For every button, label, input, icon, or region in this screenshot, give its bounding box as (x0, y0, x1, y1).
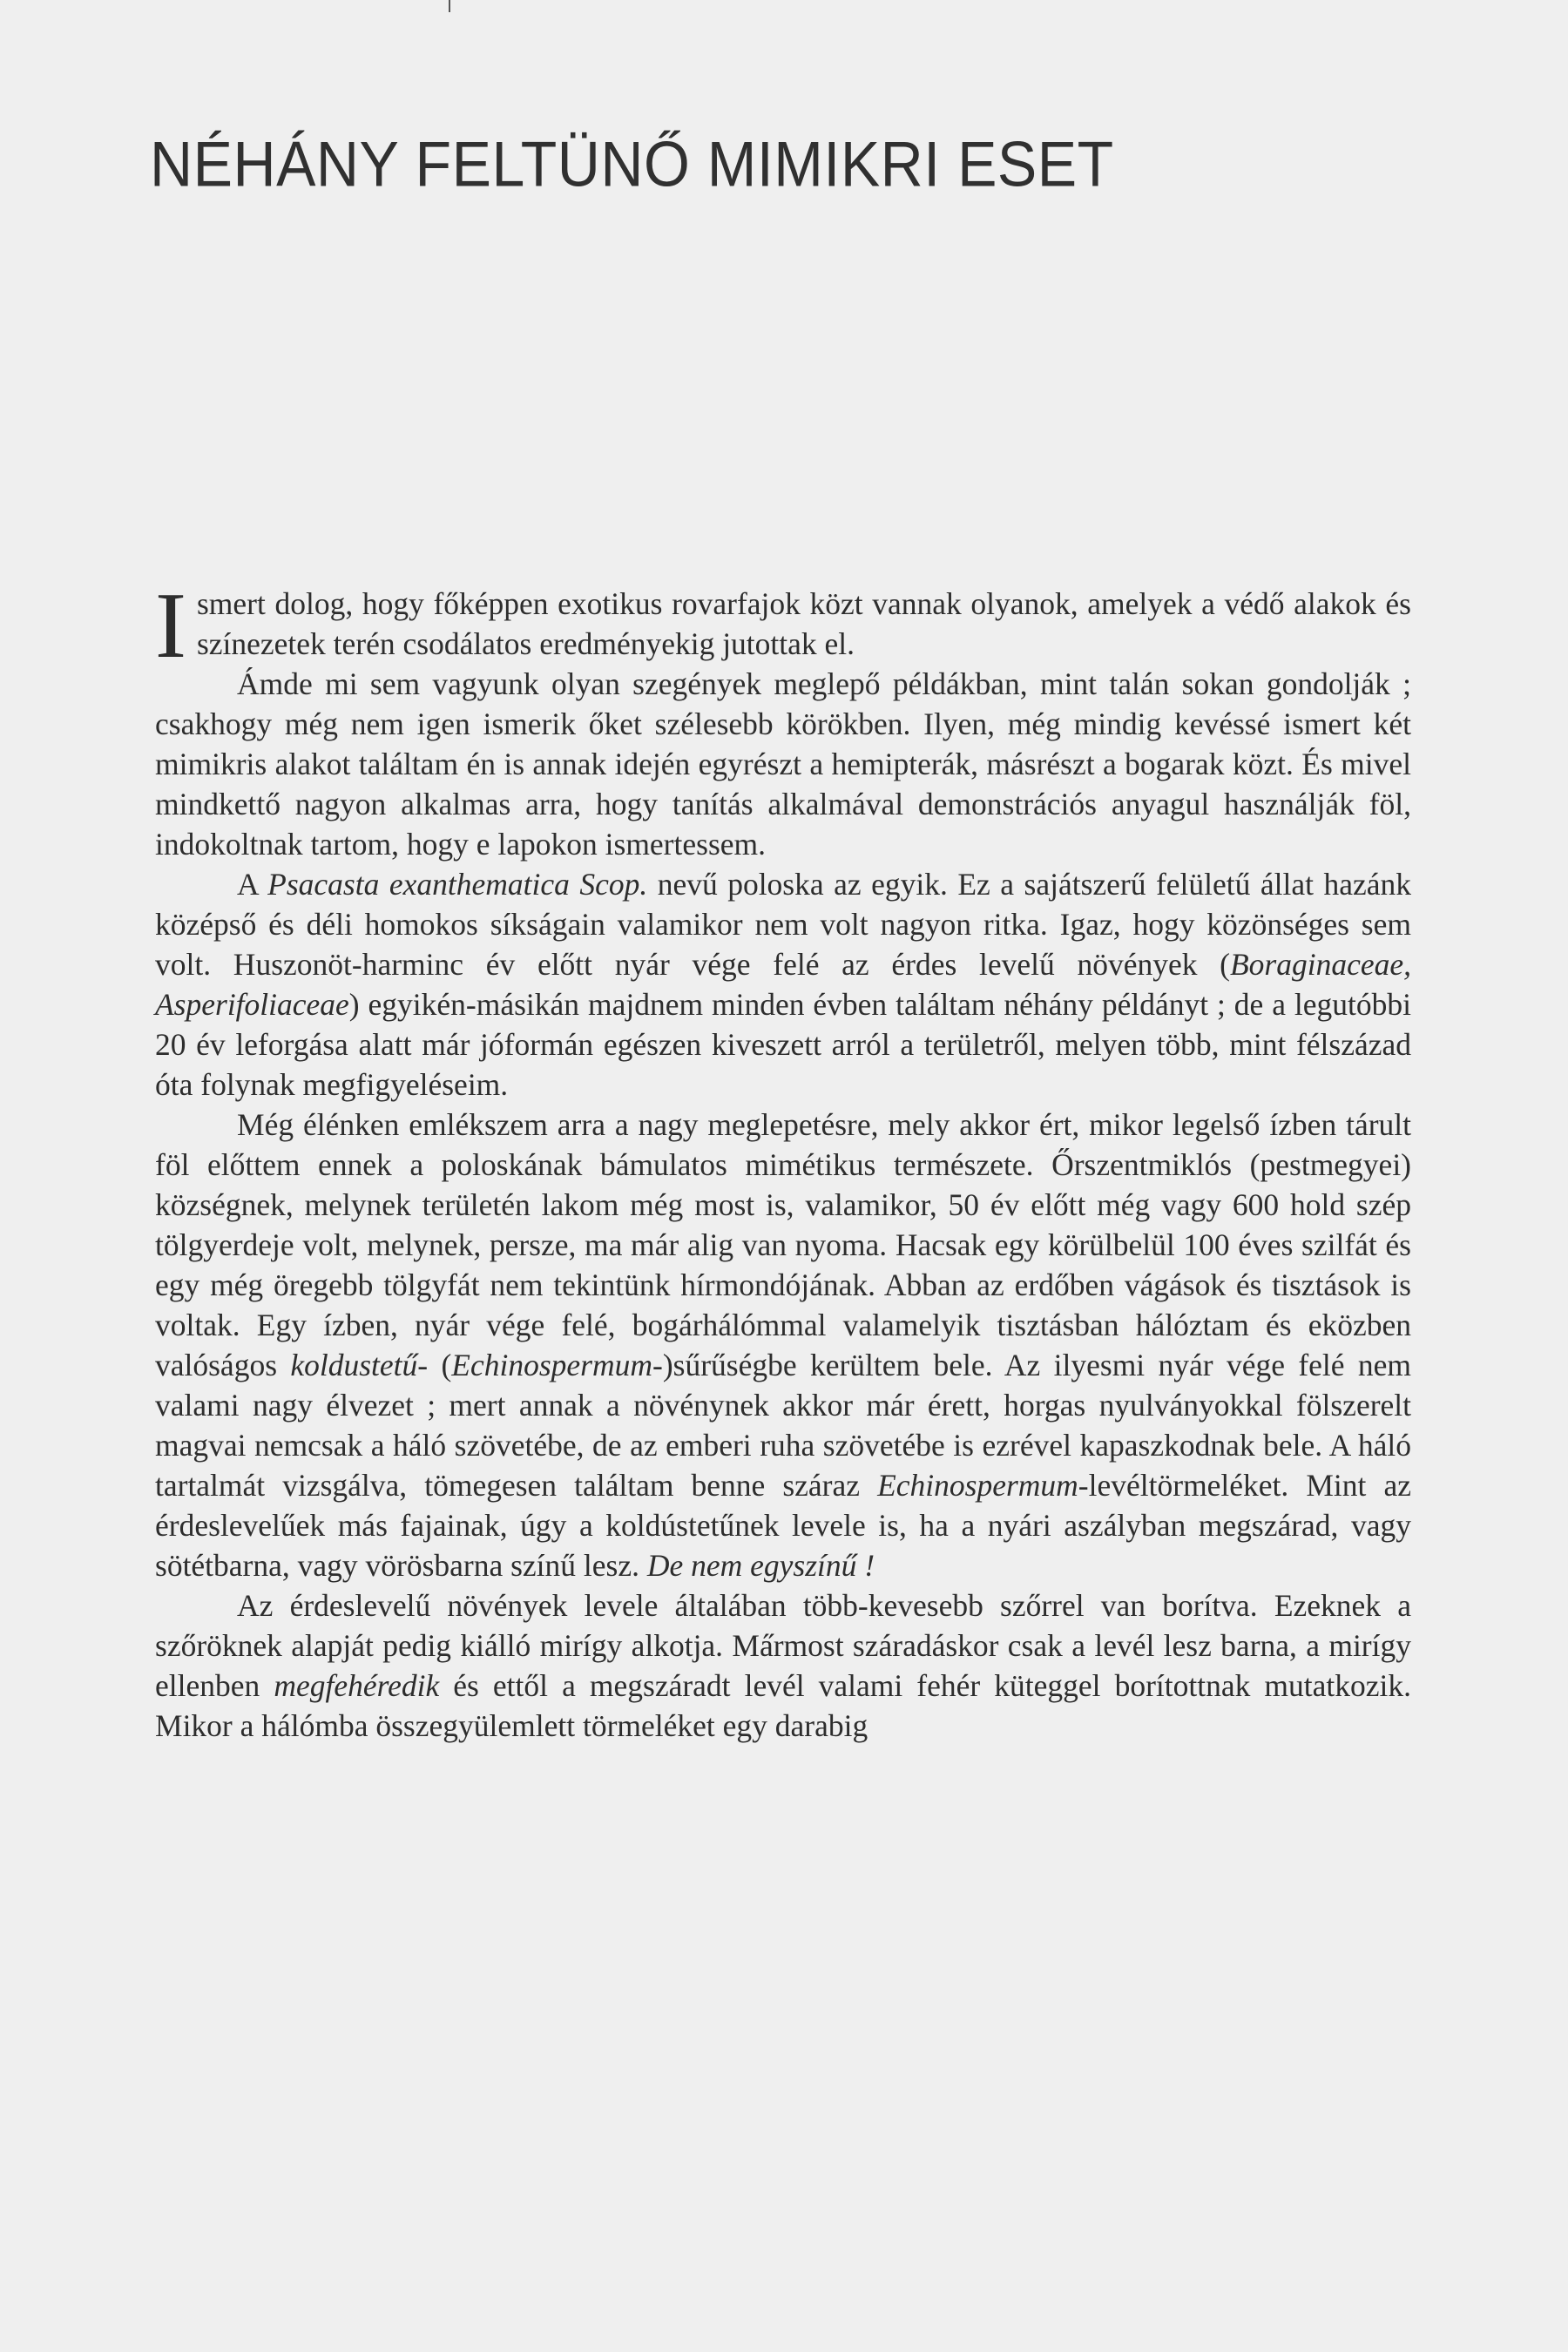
paragraph-2: Ámde mi sem vagyunk olyan szegények meglepő példákban, mint talán sokan gondolják ; csakhogy még nem igen ismerik őket szélesebb körökben. Ilyen, még mindig kevéssé ismert két mimikris alakot találtam én is annak idején egyrészt a hemipterák, másrészt a bogarak közt. És mivel mindkettő nagyon alkalmas arra, hogy tanítás alkalmával demonstrációs anyagul használják föl, indokoltnak tartom, hogy e lapokon ismertessem. (155, 666, 1411, 862)
paragraph-4 (155, 1105, 1411, 1585)
paragraph-4-text-e: )sűrűségbe kerültem bele. Az ilyesmi nyár vége felé nem valami nagy élvezet ; mert annak a növénynek akkor már érett, horgas nyulványokkal fölszerelt magvai nemcsak a háló szövetébe, de az emberi ruha szövetébe is ezrével kapaszkodnak bele. A háló tartalmát vizsgálva, tömegesen találtam benne száraz (155, 1348, 1411, 1503)
paragraph-4-text-g: levéltörmeléket. Mint az érdeslevelűek más fajainak, úgy a koldústetűnek levele is, ha a nyári aszályban megszárad, vagy sötétbarna, vagy vörösbarna színű lesz. (155, 1468, 1411, 1583)
paragraph-4-text-c: ( (428, 1348, 452, 1382)
paragraph-3-text-a: A (237, 867, 268, 902)
family-names: Boraginaceae, Asperifoliaceae (155, 947, 1411, 1022)
drop-cap: I (155, 574, 186, 678)
plant-name-koldustetu: koldustetű- (290, 1348, 429, 1382)
page-title: NÉHÁNY FELTÜNŐ MIMIKRI ESET (150, 128, 1114, 200)
article-body (155, 574, 1412, 1746)
emphasis-de-nem-egyszinu: De nem egyszínű ! (646, 1548, 875, 1583)
paragraph-3-text-c: nevű poloska az egyik. Ez a sajátszerű felületű állat hazánk középső és déli homokos síkságain valamikor nem volt nagyon ritka. Igaz, hogy közönséges sem volt. Huszonöt-harminc év előtt nyár vége felé az érdes levelű növények ( (155, 867, 1411, 982)
paragraph-5-text-a: Az érdeslevelű növények levele általában több-kevesebb szőrrel van borítva. Ezeknek a szőröknek alapját pedig kiálló mirígy alkotja. Ma̋rmost száradáskor csak a levél lesz barna, a mirígy ellenben (155, 1588, 1411, 1703)
paragraph-5-text-c: és ettől a megszáradt levél valami fehér küteggel borítottnak mutatkozik. Mikor a hálómba összegyülemlett törmeléket egy darabig (155, 1668, 1412, 1743)
paragraph-3 (155, 864, 1411, 1105)
paragraph-4-text-a: Még élénken emlékszem arra a nagy meglepetésre, mely akkor ért, mikor legelső ízben tárult föl előttem ennek a poloskának bámulatos mimétikus természete. Őrszentmiklós (pestmegyei) községnek, melynek területén lakom még most is, valamikor, 50 év előtt még vagy 600 hold szép tölgyerdeje volt, melynek, persze, ma már alig van nyoma. Hacsak egy körülbelül 100 éves szilfát és egy még öregebb tölgyfát nem tekintünk hírmondójának. Abban az erdőben vágások és tisztások is voltak. Egy ízben, nyár vége felé, bogárhálómmal valamelyik tisztásban hálóztam és eközben valóságos (155, 1107, 1411, 1382)
plant-name-echinospermum: Echinospermum- (451, 1348, 663, 1382)
paragraph-1-text: smert dolog, hogy főképpen exotikus rovarfajok közt vannak olyanok, amelyek a védő alakok és színezetek terén csodálatos eredményekig jutottak el. (196, 586, 1411, 661)
plant-name-echinospermum-2: Echinospermum- (877, 1468, 1089, 1503)
paragraph-5 (155, 1585, 1411, 1746)
paragraph-1 (155, 574, 1411, 678)
paragraph-3-text-e: ) egyikén-másikán majdnem minden évben találtam néhány példányt ; de a legutóbbi 20 év leforgása alatt már jóformán egészen kiveszett arról a területről, melyen több, mint félszázad óta folynak megfigyeléseim. (155, 987, 1411, 1102)
species-name-psacasta: Psacasta exanthematica Scop. (267, 867, 648, 902)
emphasis-megfeheredik: megfehéredik (274, 1668, 440, 1703)
scan-mark (449, 0, 450, 12)
